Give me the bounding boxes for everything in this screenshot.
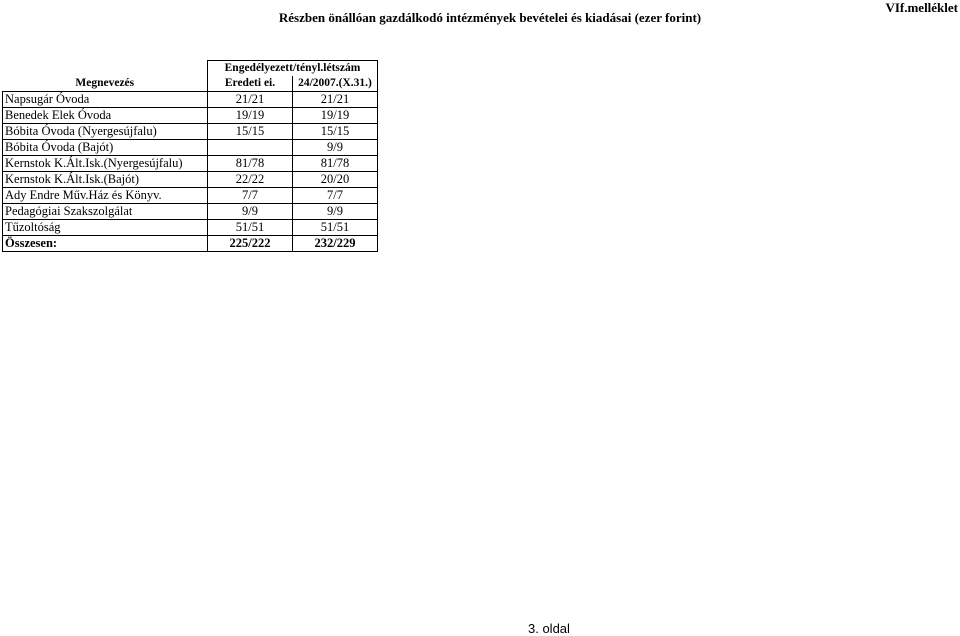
table-row (3, 124, 378, 140)
row-name: Kernstok K.Ált.Isk.(Nyergesújfalu) (3, 156, 208, 172)
row-modified: 7/7 (293, 188, 378, 204)
row-original: 7/7 (208, 188, 293, 204)
row-modified: 9/9 (293, 204, 378, 220)
table-row (3, 156, 378, 172)
row-name: Kernstok K.Ált.Isk.(Bajót) (3, 172, 208, 188)
group-header: Engedélyezett/tényl.létszám (208, 61, 378, 77)
row-name: Pedagógiai Szakszolgálat (3, 204, 208, 220)
row-modified: 232/229 (293, 236, 378, 252)
table-row (3, 140, 378, 156)
column-header-original: Eredeti ei. (208, 76, 293, 92)
table-row (3, 204, 378, 220)
column-header-modified: 24/2007.(X.31.) (293, 76, 378, 92)
row-name: Ady Endre Műv.Ház és Könyv. (3, 188, 208, 204)
row-original: 51/51 (208, 220, 293, 236)
row-original: 22/22 (208, 172, 293, 188)
row-name: Bóbita Óvoda (Bajót) (3, 140, 208, 156)
table-row (3, 92, 378, 108)
annex-label: VIf.melléklet (885, 0, 958, 15)
table-row (3, 220, 378, 236)
row-original: 225/222 (208, 236, 293, 252)
table-row (3, 108, 378, 124)
row-modified: 15/15 (293, 124, 378, 140)
row-name: Bóbita Óvoda (Nyergesújfalu) (3, 124, 208, 140)
row-modified: 81/78 (293, 156, 378, 172)
row-modified: 51/51 (293, 220, 378, 236)
row-original: 21/21 (208, 92, 293, 108)
table-row (3, 188, 378, 204)
row-name: Összesen: (3, 236, 208, 252)
row-modified: 9/9 (293, 140, 378, 156)
table-row (3, 172, 378, 188)
column-header-name: Megnevezés (3, 76, 208, 92)
table-group-header-row (3, 61, 378, 77)
page-number: 3. oldal (528, 621, 570, 636)
row-modified: 19/19 (293, 108, 378, 124)
row-original: 9/9 (208, 204, 293, 220)
row-modified: 20/20 (293, 172, 378, 188)
row-original (208, 140, 293, 156)
headcount-table (2, 60, 378, 252)
row-name: Benedek Elek Óvoda (3, 108, 208, 124)
total-row (3, 236, 378, 252)
table-header-row (3, 76, 378, 92)
row-original: 81/78 (208, 156, 293, 172)
row-name: Napsugár Óvoda (3, 92, 208, 108)
row-original: 19/19 (208, 108, 293, 124)
row-modified: 21/21 (293, 92, 378, 108)
row-original: 15/15 (208, 124, 293, 140)
row-name: Tűzoltóság (3, 220, 208, 236)
page-title: Részben önállóan gazdálkodó intézmények bevételei és kiadásai (ezer forint) (278, 10, 702, 25)
